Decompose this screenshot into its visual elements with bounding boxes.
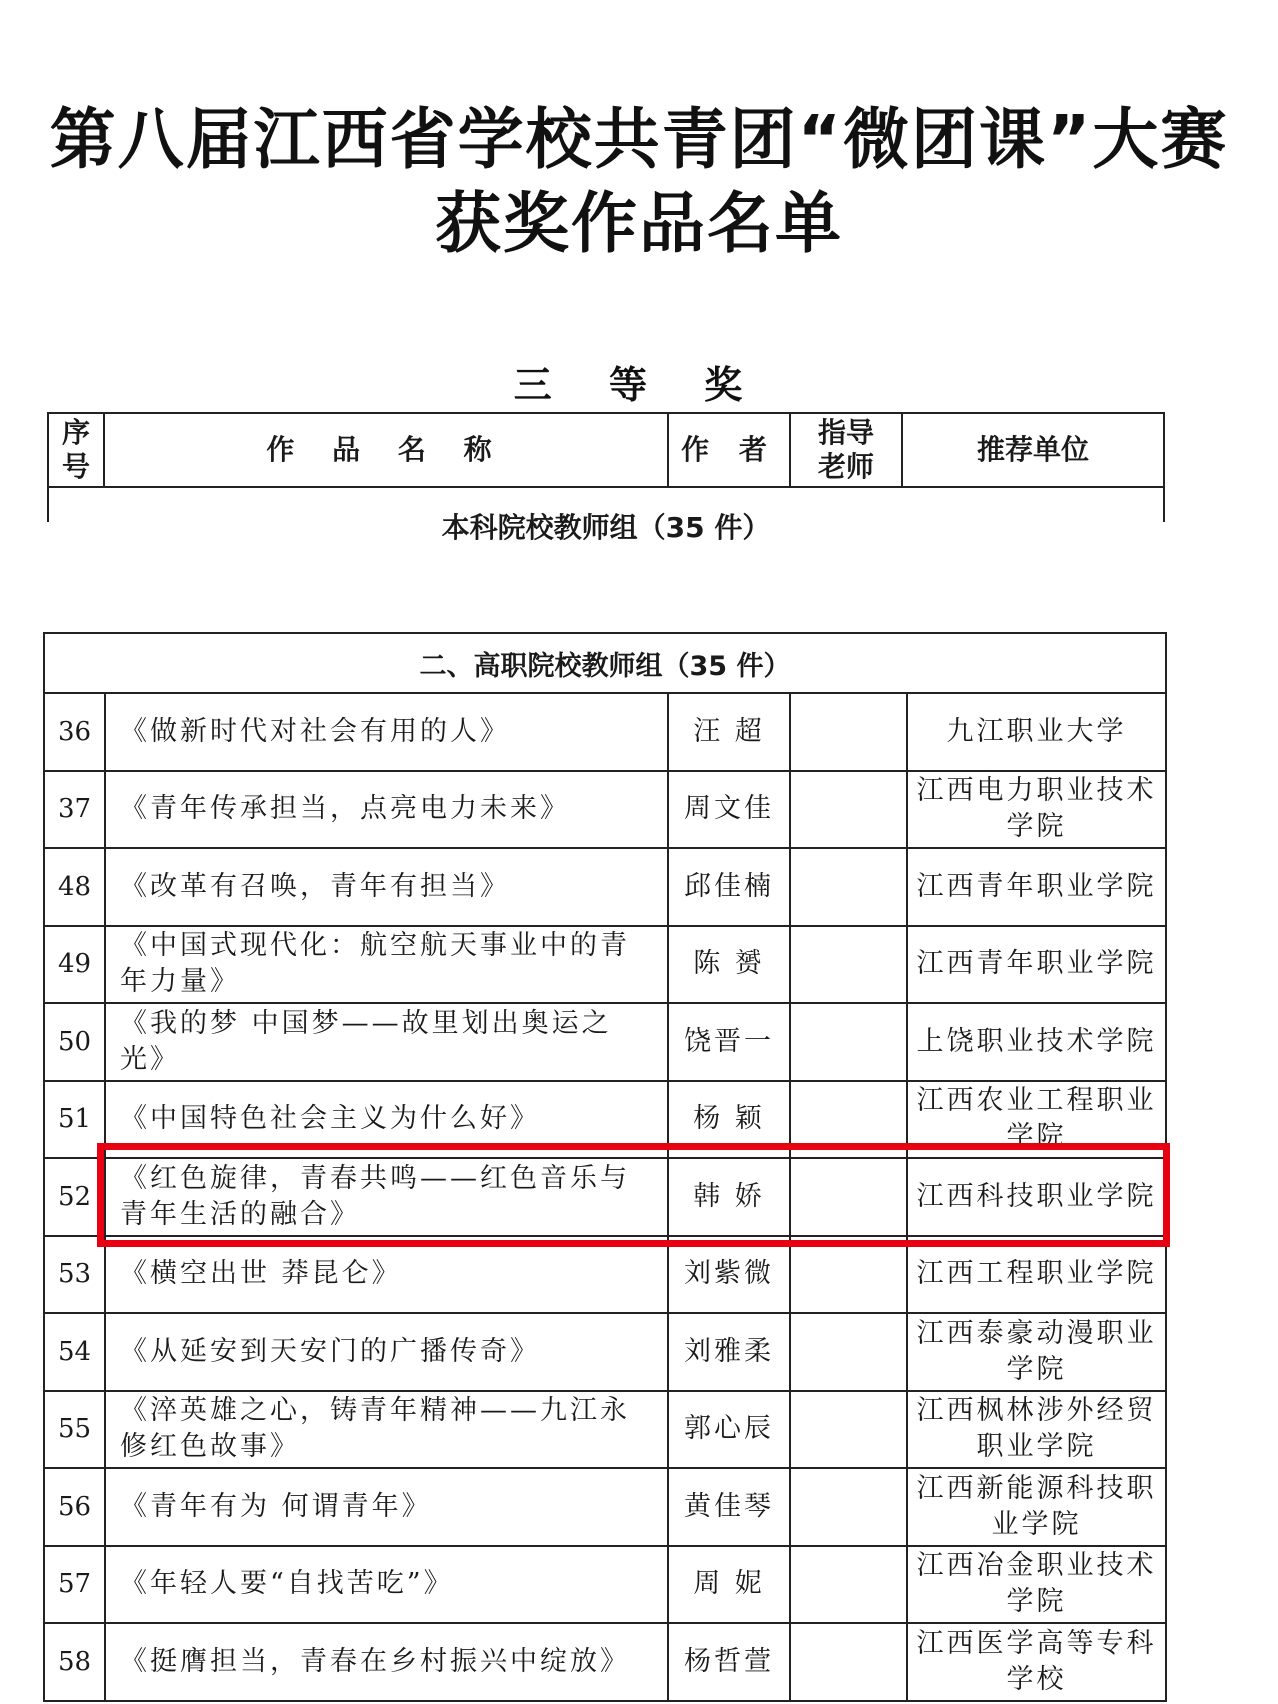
row-number: 48 [57, 871, 92, 902]
row-unit: 江西新能源科技职业学院 [906, 1469, 1165, 1545]
row-number: 56 [57, 1491, 92, 1522]
row-unit: 江西泰豪动漫职业学院 [906, 1314, 1165, 1390]
row-work-title: 《年轻人要“自找苦吃”》 [104, 1547, 667, 1623]
row-author: 刘雅柔 [667, 1314, 789, 1390]
table-row [43, 849, 1167, 927]
row-number: 49 [57, 949, 92, 980]
table-row [43, 1547, 1167, 1625]
row-author: 韩 娇 [667, 1159, 789, 1235]
row-author: 黄佳琴 [667, 1469, 789, 1545]
row-mentor [789, 1469, 906, 1545]
table-row [43, 694, 1167, 772]
row-number: 58 [57, 1646, 92, 1677]
row-mentor [789, 1237, 906, 1313]
row-number: 55 [57, 1414, 92, 1445]
row-number: 52 [57, 1181, 92, 1212]
row-unit: 上饶职业技术学院 [906, 1004, 1165, 1080]
row-mentor [789, 1004, 906, 1080]
row-work-title: 《青年有为 何谓青年》 [104, 1469, 667, 1545]
table-row [43, 1237, 1167, 1315]
header-mentor: 指导老师 [791, 414, 903, 486]
table-row [43, 1314, 1167, 1392]
row-work-title: 《青年传承担当，点亮电力未来》 [104, 772, 667, 848]
row-author: 周文佳 [667, 772, 789, 848]
row-unit: 江西电力职业技术学院 [906, 772, 1165, 848]
table-row [43, 1004, 1167, 1082]
table-row [43, 927, 1167, 1005]
row-author: 周 妮 [667, 1547, 789, 1623]
row-mentor [789, 694, 906, 770]
row-work-title: 《从延安到天安门的广播传奇》 [104, 1314, 667, 1390]
row-author: 郭心辰 [667, 1392, 789, 1468]
prize-level-heading: 三 等 奖 [513, 363, 765, 407]
row-author: 杨哲萱 [667, 1624, 789, 1700]
row-unit: 江西科技职业学院 [906, 1159, 1165, 1235]
header-seq: 序号 [49, 414, 105, 486]
row-unit: 江西青年职业学院 [906, 849, 1165, 925]
row-mentor [789, 1624, 906, 1700]
row-work-title: 《挺膺担当，青春在乡村振兴中绽放》 [104, 1624, 667, 1700]
row-unit: 江西农业工程职业学院 [906, 1082, 1165, 1158]
row-number: 51 [57, 1104, 92, 1135]
upper-group-row [47, 488, 1165, 544]
group-heading: 二、高职院校教师组（35 件） [43, 632, 1167, 694]
row-work-title: 《红色旋律，青春共鸣——红色音乐与青年生活的融合》 [104, 1159, 667, 1235]
row-author: 陈 赟 [667, 927, 789, 1003]
row-author: 邱佳楠 [667, 849, 789, 925]
row-work-title: 《横空出世 莽昆仑》 [104, 1237, 667, 1313]
row-work-title: 《做新时代对社会有用的人》 [104, 694, 667, 770]
table-row [43, 1082, 1167, 1160]
document-title-line2: 获奖作品名单 [435, 185, 843, 262]
row-unit: 江西枫林涉外经贸职业学院 [906, 1392, 1165, 1468]
upper-group-label: 本科院校教师组（35 件） [441, 511, 771, 544]
row-unit: 九江职业大学 [906, 694, 1165, 770]
row-number: 50 [57, 1026, 92, 1057]
table-header-row [47, 412, 1165, 488]
lower-table [43, 632, 1167, 1702]
row-mentor [789, 849, 906, 925]
header-work: 作 品 名 称 [105, 414, 669, 486]
row-author: 饶晋一 [667, 1004, 789, 1080]
row-mentor [789, 1314, 906, 1390]
row-mentor [789, 1159, 906, 1235]
table-row [43, 1159, 1167, 1237]
row-unit: 江西医学高等专科学校 [906, 1624, 1165, 1700]
table-row [43, 1469, 1167, 1547]
row-number: 36 [57, 716, 92, 747]
row-author: 杨 颖 [667, 1082, 789, 1158]
row-mentor [789, 1547, 906, 1623]
row-work-title: 《改革有召唤，青年有担当》 [104, 849, 667, 925]
row-work-title: 《中国特色社会主义为什么好》 [104, 1082, 667, 1158]
row-work-title: 《中国式现代化：航空航天事业中的青年力量》 [104, 927, 667, 1003]
table-row [43, 1392, 1167, 1470]
document-title-line1: 第八届江西省学校共青团“微团课”大赛 [49, 101, 1229, 178]
row-number: 57 [57, 1569, 92, 1600]
header-unit: 推荐单位 [976, 433, 1089, 466]
row-author: 汪 超 [667, 694, 789, 770]
row-unit: 江西冶金职业技术学院 [906, 1547, 1165, 1623]
row-unit: 江西青年职业学院 [906, 927, 1165, 1003]
row-work-title: 《淬英雄之心，铸青年精神——九江永修红色故事》 [104, 1392, 667, 1468]
row-mentor [789, 927, 906, 1003]
row-author: 刘紫微 [667, 1237, 789, 1313]
row-number: 54 [57, 1336, 92, 1367]
table-row [43, 772, 1167, 850]
row-mentor [789, 1392, 906, 1468]
row-work-title: 《我的梦 中国梦——故里划出奥运之光》 [104, 1004, 667, 1080]
row-number: 37 [57, 794, 92, 825]
row-number: 53 [57, 1259, 92, 1290]
header-author: 作 者 [669, 414, 791, 486]
row-mentor [789, 772, 906, 848]
row-mentor [789, 1082, 906, 1158]
table-row [43, 1624, 1167, 1702]
upper-table [47, 412, 1165, 544]
row-unit: 江西工程职业学院 [906, 1237, 1165, 1313]
